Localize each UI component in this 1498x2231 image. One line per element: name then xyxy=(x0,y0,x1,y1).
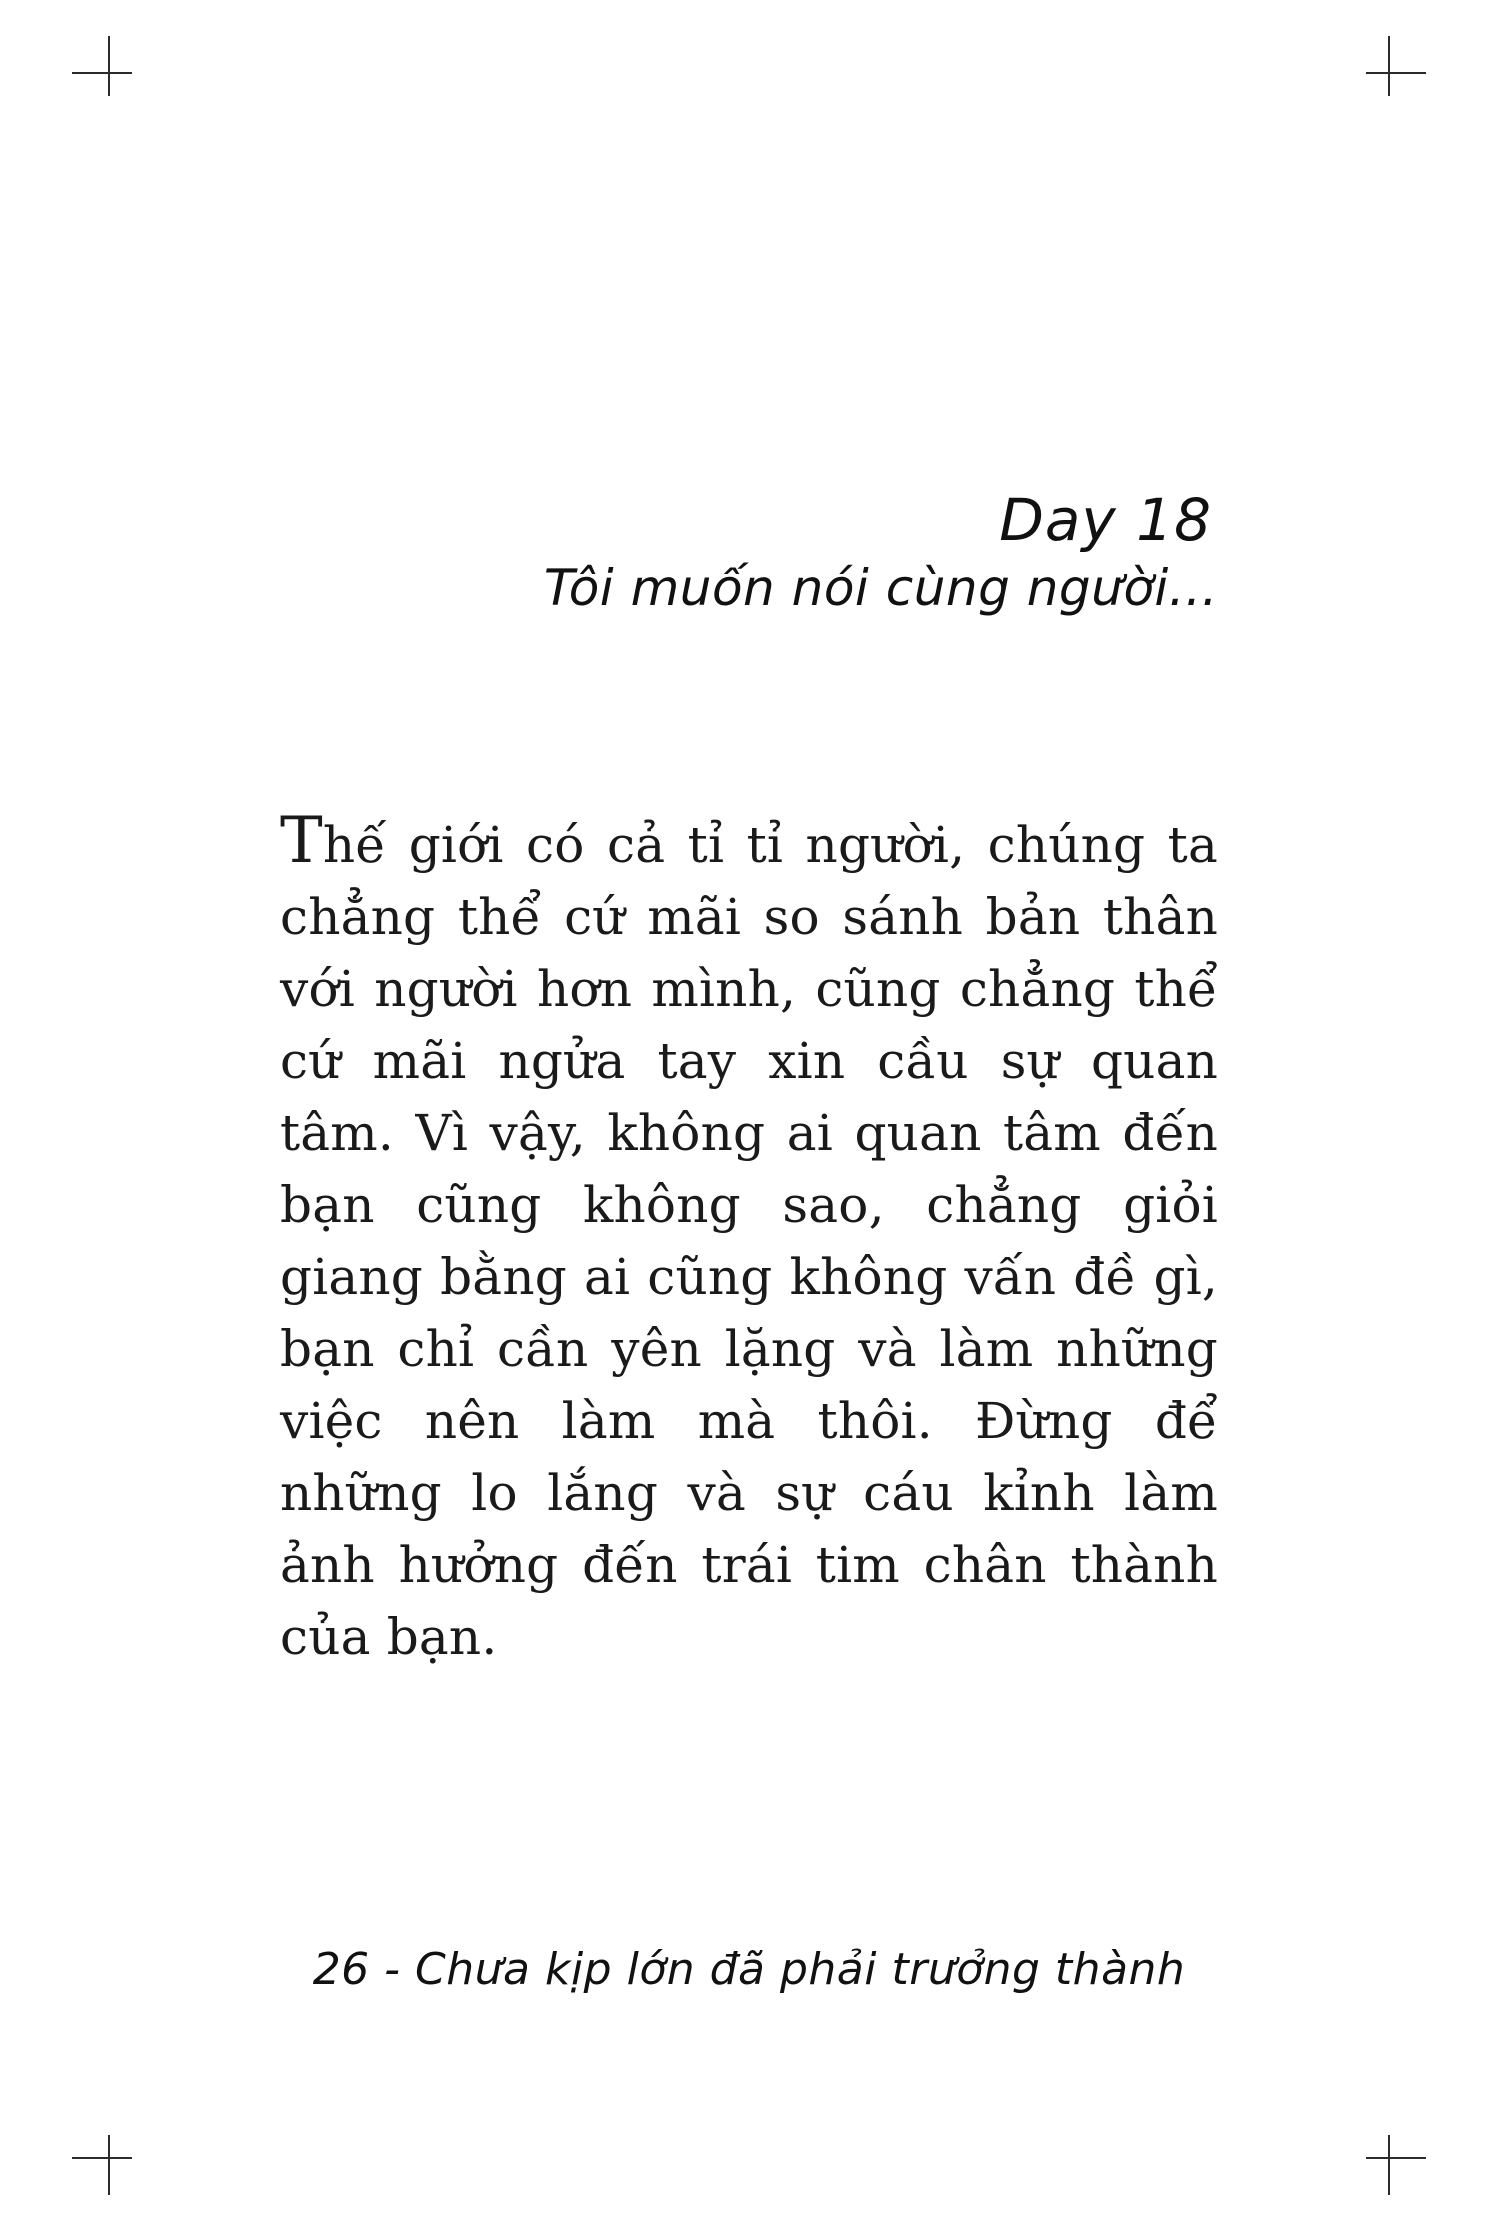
day-label: Day 18 xyxy=(999,486,1212,554)
page-footer: 26 - Chưa kịp lớn đã phải trưởng thành xyxy=(312,1944,1186,1995)
body-paragraph-text: hế giới có cả tỉ tỉ người, chúng ta chẳng thể cứ mãi so sánh bản thân với người hơn mình, cũng chẳng thể cứ mãi ngửa tay xin cầu sự quan tâm. Vì vậy, không ai quan tâm đến bạn cũng không sao, chẳng giỏi giang bằng ai cũng không vấn đề gì, bạn chỉ cần yên lặng và làm những việc nên làm mà thôi. Đừng để những lo lắng và sự cáu kỉnh làm ảnh hưởng đến trái tim chân thành của bạn. xyxy=(280,816,1218,1667)
body-paragraph xyxy=(280,804,1218,1673)
drop-cap: T xyxy=(280,804,323,879)
page-heading xyxy=(280,486,1218,619)
body-text-block xyxy=(280,804,1218,1673)
page-subtitle: Tôi muốn nói cùng người... xyxy=(543,558,1218,617)
